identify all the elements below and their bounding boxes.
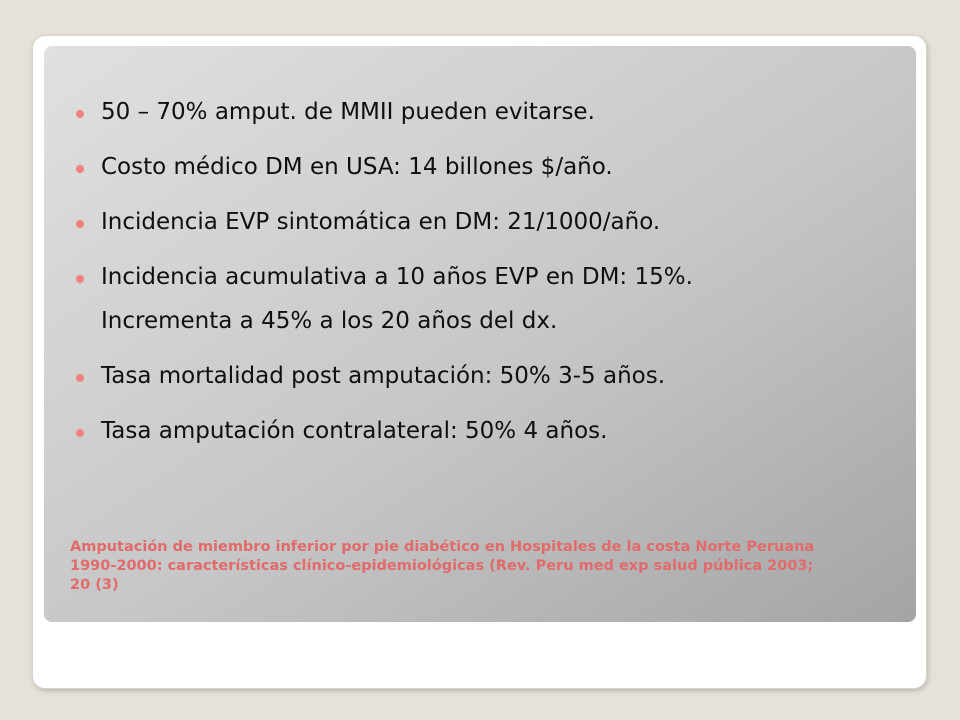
citation-line: Amputación de miembro inferior por pie diabético en Hospitales de la costa Norte Peruana — [70, 539, 815, 555]
bullet-item — [74, 206, 894, 239]
bullet-dot-icon — [76, 220, 84, 228]
bullet-item — [74, 415, 894, 448]
bullet-dot-icon — [76, 275, 84, 283]
bullet-dot-icon — [76, 165, 84, 173]
bullet-item — [74, 360, 894, 393]
slide-content-panel — [44, 46, 916, 622]
bullet-dot-icon — [76, 110, 84, 118]
bullet-text: Tasa amputación contralateral: 50% 4 años. — [101, 418, 608, 444]
bullet-text: Incidencia EVP sintomática en DM: 21/1000/año. — [101, 209, 661, 235]
bullet-text: Costo médico DM en USA: 14 billones $/año. — [101, 154, 613, 180]
bullet-text-continuation: Incrementa a 45% a los 20 años del dx. — [101, 308, 558, 334]
bullet-dot-icon — [76, 429, 84, 437]
bullet-item — [74, 261, 894, 338]
bullet-item — [74, 96, 894, 129]
citation-reference — [70, 538, 890, 595]
bullet-list — [74, 96, 894, 470]
bullet-text: Incidencia acumulativa a 10 años EVP en DM: 15%. — [101, 264, 693, 290]
bullet-text: Tasa mortalidad post amputación: 50% 3-5 años. — [101, 363, 666, 389]
bullet-item — [74, 151, 894, 184]
citation-line: 20 (3) — [70, 577, 119, 593]
bullet-dot-icon — [76, 374, 84, 382]
bullet-text: 50 – 70% amput. de MMII pueden evitarse. — [101, 99, 595, 125]
citation-line: 1990-2000: características clínico-epidemiológicas (Rev. Peru med exp salud pública 2003; — [70, 558, 814, 574]
